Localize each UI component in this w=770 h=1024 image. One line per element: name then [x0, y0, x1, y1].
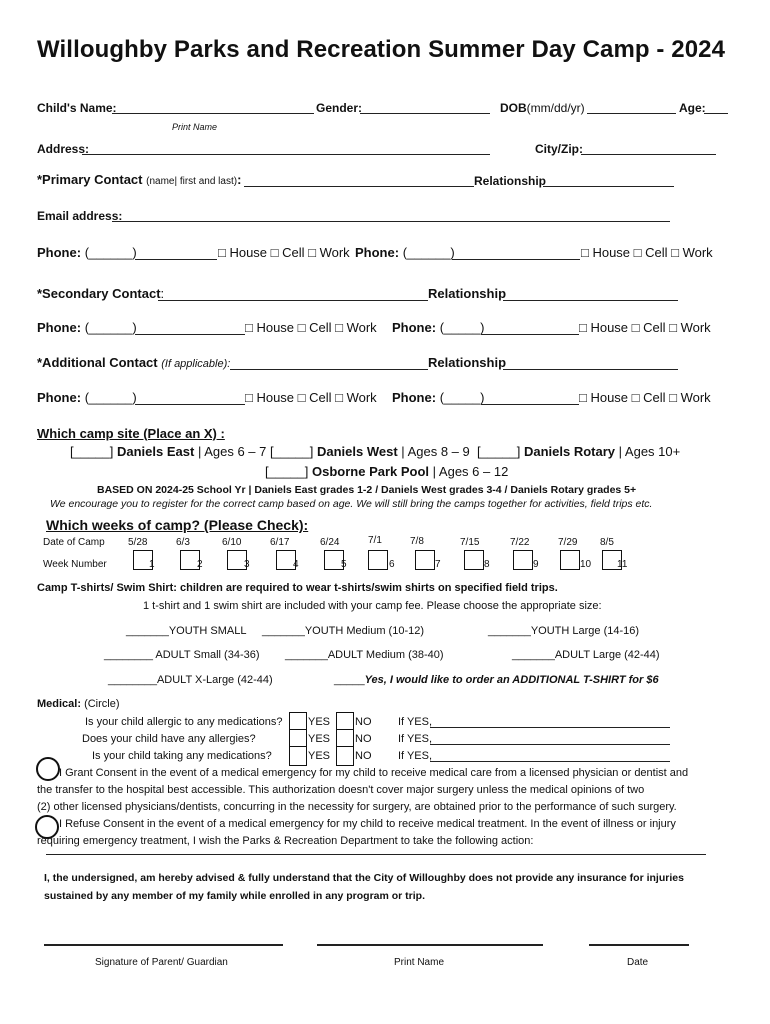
print-name-field[interactable]: [317, 944, 543, 946]
medical-question-3: Is your child taking any medications?: [92, 750, 272, 762]
gender-label: Gender:: [316, 101, 363, 115]
week-date-5: 6/24: [320, 537, 340, 548]
medical-label-group: [37, 698, 120, 710]
refuse-action-field[interactable]: [46, 854, 706, 855]
additional-relationship-field[interactable]: [503, 369, 678, 370]
no-label-3: NO: [355, 750, 372, 762]
phone-label: Phone:: [37, 390, 82, 405]
child-name-field[interactable]: [112, 113, 314, 114]
week-date-8: 7/15: [460, 537, 480, 548]
week-date-6: 7/1: [368, 535, 382, 546]
gender-field[interactable]: [360, 113, 490, 114]
no-label-1: NO: [355, 716, 372, 728]
week-number-11: 11: [617, 559, 628, 570]
yes-label-1: YES: [308, 716, 331, 728]
week-number-6: 6: [389, 559, 395, 570]
refuse-consent-line-1: I Refuse Consent in the event of a medical emergency for my child to receive medical treatment. In the event of illness or injury: [59, 818, 676, 830]
secondary-phone-1-types[interactable]: □ House □ Cell □ Work: [245, 320, 377, 335]
week-number-5: 5: [341, 559, 347, 570]
medical-label: Medical:: [37, 698, 82, 710]
school-year-note: BASED ON 2024-25 School Yr | Daniels East grades 1-2 / Daniels West grades 3-4 / Daniels Rotary grades 5+: [97, 484, 637, 496]
signature-label: Signature of Parent/ Guardian: [95, 957, 228, 968]
if-yes-label-1: If YES,: [398, 716, 433, 728]
phone-area: (_____): [439, 320, 485, 335]
week-number-2: 2: [197, 559, 203, 570]
phone-area: (______): [84, 320, 137, 335]
adult-large-option[interactable]: _______ADULT Large (42-44): [512, 649, 660, 661]
if-yes-field-3[interactable]: [430, 761, 670, 762]
secondary-relationship-label: Relationship: [428, 286, 507, 301]
camp-site-heading: Which camp site (Place an X) :: [37, 426, 225, 441]
primary-phone-1-types[interactable]: □ House □ Cell □ Work: [218, 245, 350, 260]
dob-label: DOB: [500, 101, 527, 115]
dob-field[interactable]: [587, 113, 676, 114]
print-name-label: Print Name: [394, 957, 445, 968]
medical-question-1: Is your child allergic to any medications?: [85, 716, 283, 728]
week-number-7: 7: [435, 559, 441, 570]
yes-label-2: YES: [308, 733, 331, 745]
child-name-label: Child's Name:: [37, 101, 117, 115]
no-checkbox-3[interactable]: [336, 746, 354, 766]
site-ages: | Ages 6 – 12: [429, 464, 509, 479]
youth-small-option[interactable]: _______YOUTH SMALL: [126, 625, 247, 637]
site-blank[interactable]: [_____]: [477, 444, 521, 459]
age-label: Age:: [679, 101, 706, 115]
address-label: Address:: [37, 142, 90, 156]
additional-contact-label: *Additional Contact: [37, 355, 158, 370]
week-checkbox-6[interactable]: [368, 550, 388, 570]
site-name: Daniels East: [117, 444, 195, 459]
cityzip-field[interactable]: [581, 154, 716, 155]
youth-large-option[interactable]: _______YOUTH Large (14-16): [488, 625, 640, 637]
disclaimer-line-2: sustained by any member of my family while enrolled in any program or trip.: [44, 890, 426, 902]
week-number-10: 10: [580, 559, 592, 570]
primary-relationship-label: Relationship: [474, 174, 547, 188]
phone-area: (_____): [439, 390, 485, 405]
additional-relationship-label: Relationship: [428, 355, 507, 370]
adult-xlarge-option[interactable]: ________ADULT X-Large (42-44): [108, 674, 273, 686]
week-number-3: 3: [244, 559, 250, 570]
week-date-10: 7/29: [558, 537, 578, 548]
primary-contact-field[interactable]: [244, 186, 474, 187]
week-number-1: 1: [149, 559, 155, 570]
primary-phone-1-field[interactable]: [135, 259, 217, 260]
if-yes-label-2: If YES,: [398, 733, 433, 745]
phone-area: (______): [84, 390, 137, 405]
phone-label: Phone:: [37, 320, 82, 335]
week-date-3: 6/10: [222, 537, 242, 548]
signature-field[interactable]: [44, 944, 283, 946]
weeks-heading: Which weeks of camp? (Please Check):: [46, 517, 309, 533]
if-yes-field-2[interactable]: [430, 744, 670, 745]
address-field[interactable]: [82, 154, 490, 155]
secondary-phone-2-field[interactable]: [481, 334, 579, 335]
secondary-phone-1: [37, 320, 137, 335]
week-date-9: 7/22: [510, 537, 530, 548]
grant-consent-line-2: the transfer to the hospital best accessible. This authorization doesn't cover major surgery unless the medical opinions of two: [37, 784, 645, 796]
if-yes-label-3: If YES,: [398, 750, 433, 762]
primary-relationship-field[interactable]: [543, 186, 674, 187]
additional-contact-hint: (If applicable):: [161, 358, 231, 370]
date-of-camp-label: Date of Camp: [43, 537, 105, 548]
additional-phone-2-types[interactable]: □ House □ Cell □ Work: [579, 390, 711, 405]
week-date-4: 6/17: [270, 537, 290, 548]
site-daniels-west[interactable]: [270, 444, 470, 459]
page-title: Willoughby Parks and Recreation Summer Day Camp - 2024: [37, 36, 726, 63]
age-field[interactable]: [704, 113, 728, 114]
secondary-relationship-field[interactable]: [503, 300, 678, 301]
print-name-hint: Print Name: [172, 122, 218, 132]
site-daniels-east[interactable]: [70, 444, 266, 459]
secondary-phone-2: [392, 320, 485, 335]
week-date-7: 7/8: [410, 536, 424, 547]
primary-contact-label: *Primary Contact: [37, 172, 143, 187]
age-encourage-note: We encourage you to register for the correct camp based on age. We will still bring the camps together for activities, field trips etc.: [50, 498, 653, 510]
secondary-phone-1-field[interactable]: [135, 334, 245, 335]
additional-phone-2: [392, 390, 485, 405]
primary-contact-hint: (name| first and last): [146, 176, 238, 187]
phone-area: (______): [84, 245, 137, 260]
additional-phone-1-types[interactable]: □ House □ Cell □ Work: [245, 390, 377, 405]
site-blank[interactable]: [_____]: [70, 444, 114, 459]
secondary-contact-label: *Secondary Contact: [37, 286, 161, 301]
refuse-consent-line-2: requiring emergency treatment, I wish the Parks & Recreation Department to take the following action:: [37, 835, 534, 847]
week-checkbox-7[interactable]: [415, 550, 435, 570]
week-checkbox-10[interactable]: [560, 550, 580, 570]
shirts-heading: Camp T-shirts/ Swim Shirt: children are required to wear t-shirts/swim shirts on specified field trips.: [37, 582, 558, 594]
secondary-contact-label-group: [37, 286, 164, 301]
shirts-subtext: 1 t-shirt and 1 swim shirt are included with your camp fee. Please choose the appropriate size:: [143, 600, 602, 612]
site-name: Daniels Rotary: [524, 444, 616, 459]
site-daniels-rotary[interactable]: [477, 444, 680, 459]
dob-format: (mm/dd/yr): [526, 101, 585, 115]
youth-medium-option[interactable]: _______YOUTH Medium (10-12): [262, 625, 425, 637]
colon: :: [237, 172, 242, 187]
primary-phone-2: [355, 245, 455, 260]
site-name: Osborne Park Pool: [312, 464, 430, 479]
week-checkbox-8[interactable]: [464, 550, 484, 570]
primary-contact-label-group: [37, 172, 241, 187]
site-osborne-park-pool[interactable]: [265, 464, 508, 479]
adult-small-option[interactable]: ________ ADULT Small (34-36): [104, 649, 260, 661]
site-name: Daniels West: [317, 444, 398, 459]
email-field[interactable]: [112, 221, 670, 222]
additional-phone-1-field[interactable]: [135, 404, 245, 405]
week-date-1: 5/28: [128, 537, 148, 548]
yes-label-3: YES: [308, 750, 331, 762]
additional-phone-1: [37, 390, 137, 405]
week-number-label: Week Number: [43, 559, 107, 570]
grant-consent-circle[interactable]: [36, 757, 60, 781]
colon: :: [160, 286, 165, 301]
additional-contact-field[interactable]: [230, 369, 428, 370]
primary-phone-2-types[interactable]: □ House □ Cell □ Work: [581, 245, 713, 260]
week-date-2: 6/3: [176, 537, 190, 548]
site-ages: | Ages 10+: [615, 444, 681, 459]
phone-label: Phone:: [392, 320, 437, 335]
primary-phone-1: [37, 245, 137, 260]
site-ages: | Ages 6 – 7: [194, 444, 267, 459]
phone-label: Phone:: [355, 245, 400, 260]
if-yes-field-1[interactable]: [430, 727, 670, 728]
primary-phone-2-field[interactable]: [452, 259, 580, 260]
additional-shirt-text: Yes, I would like to order an ADDITIONAL T-SHIRT for $6: [364, 674, 659, 686]
additional-contact-label-group: [37, 355, 230, 370]
grant-consent-line-1: I Grant Consent in the event of a medical emergency for my child to receive medical care from a licensed physician or dentist and: [59, 767, 689, 779]
disclaimer-line-1: I, the undersigned, am hereby advised & fully understand that the City of Willoughby does not provide any insurance for injuries: [44, 872, 684, 884]
week-number-8: 8: [484, 559, 490, 570]
week-number-4: 4: [293, 559, 299, 570]
grant-consent-line-3: (2) other licensed physicians/dentists, concurring in the necessity for surgery, are obtained prior to the performance of such surgery.: [37, 801, 677, 813]
email-label: Email address:: [37, 209, 123, 223]
week-number-9: 9: [533, 559, 539, 570]
date-field[interactable]: [589, 944, 689, 946]
secondary-contact-field[interactable]: [158, 300, 428, 301]
additional-phone-2-field[interactable]: [481, 404, 579, 405]
additional-shirt-blank[interactable]: _____: [334, 674, 365, 686]
phone-label: Phone:: [392, 390, 437, 405]
week-checkbox-9[interactable]: [513, 550, 533, 570]
week-date-11: 8/5: [600, 537, 614, 548]
yes-checkbox-3[interactable]: [289, 746, 307, 766]
dob-label-group: [500, 101, 585, 115]
phone-area: (______): [402, 245, 455, 260]
additional-shirt-option[interactable]: [334, 674, 659, 686]
medical-question-2: Does your child have any allergies?: [82, 733, 256, 745]
date-label: Date: [627, 957, 649, 968]
adult-medium-option[interactable]: _______ADULT Medium (38-40): [285, 649, 444, 661]
site-blank[interactable]: [_____]: [265, 464, 309, 479]
site-blank[interactable]: [_____]: [270, 444, 314, 459]
secondary-phone-2-types[interactable]: □ House □ Cell □ Work: [579, 320, 711, 335]
phone-label: Phone:: [37, 245, 82, 260]
cityzip-label: City/Zip:: [535, 142, 583, 156]
medical-circle-hint: (Circle): [84, 698, 120, 710]
site-ages: | Ages 8 – 9: [397, 444, 470, 459]
no-label-2: NO: [355, 733, 372, 745]
